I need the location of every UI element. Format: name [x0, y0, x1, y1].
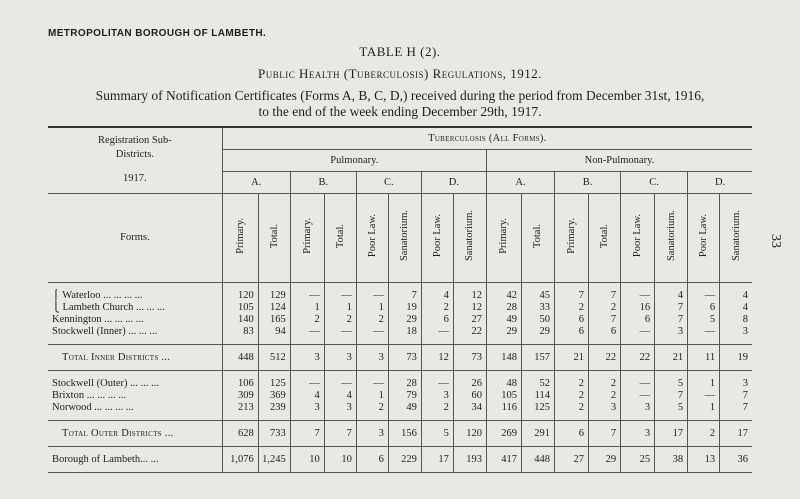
cell-value: 38 [655, 446, 688, 472]
cell-value: 3 [356, 420, 388, 446]
column-header: Primary. [290, 193, 324, 282]
forms-header: Forms. [48, 193, 222, 282]
cell-value: 105 [222, 301, 258, 313]
cell-value: 733 [258, 420, 290, 446]
cell-value: — [621, 389, 655, 401]
cell-value: 5 [655, 401, 688, 413]
spacer-row [48, 370, 752, 377]
cell-value: — [356, 325, 388, 337]
cell-value: 3 [290, 401, 324, 413]
cell-value: 6 [589, 325, 621, 337]
cell-value: — [324, 289, 356, 301]
column-header: Primary. [555, 193, 589, 282]
cell-value: 7 [290, 420, 324, 446]
cell-value: — [688, 289, 720, 301]
district-name: Total Outer Districts ... [62, 427, 174, 439]
cell-value: 291 [521, 420, 554, 446]
cell-value: — [290, 289, 324, 301]
cell-value: 34 [453, 401, 486, 413]
cell-value: 52 [521, 377, 554, 389]
cell-value: 26 [453, 377, 486, 389]
cell-value: 7 [655, 389, 688, 401]
cell-value: 19 [720, 344, 752, 370]
cell-value: 156 [388, 420, 421, 446]
cell-value: 2 [589, 389, 621, 401]
cell-value: 60 [453, 389, 486, 401]
borough-total-row [48, 446, 752, 472]
cell-value: 4 [720, 301, 752, 313]
cell-value: 369 [258, 389, 290, 401]
cell-value: 6 [621, 313, 655, 325]
cell-value: 3 [589, 401, 621, 413]
cell-value: — [621, 377, 655, 389]
district-name: Stockwell (Outer) ... ... ... [52, 377, 160, 389]
cell-value: 6 [688, 301, 720, 313]
cell-value: 2 [421, 401, 453, 413]
cell-value: 2 [589, 377, 621, 389]
spacer-row [48, 337, 752, 344]
cell-value: 5 [688, 313, 720, 325]
cell-value: 213 [222, 401, 258, 413]
cell-value: 1,076 [222, 446, 258, 472]
cell-value: 17 [720, 420, 752, 446]
cell-value: 33 [521, 301, 554, 313]
table-row [48, 377, 752, 389]
cell-value: 25 [621, 446, 655, 472]
non-pulmonary-header: Non-Pulmonary. [486, 149, 752, 171]
column-header: Sanatorium. [453, 193, 486, 282]
cell-value: — [356, 289, 388, 301]
regulations-title: Public Health (Tuberculosis) Regulations, 1912. [257, 66, 543, 81]
cell-value: 36 [720, 446, 752, 472]
cell-value: 2 [555, 389, 589, 401]
cell-value: — [290, 377, 324, 389]
cell-value: 140 [222, 313, 258, 325]
cell-value: 512 [258, 344, 290, 370]
cell-value: 3 [324, 401, 356, 413]
cell-value: 4 [290, 389, 324, 401]
tuberculosis-header: Tuberculosis (All Forms). [222, 127, 752, 149]
cell-value: 229 [388, 446, 421, 472]
column-header: Poor Law. [621, 193, 655, 282]
cell-value: — [621, 289, 655, 301]
letter-header: D. [421, 171, 486, 193]
district-name: ⎩ Lambeth Church ... ... ... [52, 302, 165, 313]
cell-value: 3 [324, 344, 356, 370]
cell-value: 157 [521, 344, 554, 370]
cell-value: 3 [421, 389, 453, 401]
cell-value: 3 [621, 401, 655, 413]
cell-value: 125 [521, 401, 554, 413]
letter-header: A. [222, 171, 290, 193]
cell-value: 28 [388, 377, 421, 389]
cell-value: — [688, 325, 720, 337]
cell-value: — [324, 377, 356, 389]
cell-value: 2 [688, 420, 720, 446]
pulmonary-header: Pulmonary. [222, 149, 486, 171]
cell-value: 12 [453, 289, 486, 301]
cell-value: 2 [356, 401, 388, 413]
district-name: Borough of Lambeth... ... [52, 453, 159, 465]
cell-value: 83 [222, 325, 258, 337]
column-header: Total. [589, 193, 621, 282]
table-row [48, 389, 752, 401]
cell-value: 22 [589, 344, 621, 370]
table-title: TABLE H (2). [359, 44, 441, 59]
cell-value: 6 [421, 313, 453, 325]
cell-value: 124 [258, 301, 290, 313]
cell-value: 7 [720, 401, 752, 413]
cell-value: 7 [589, 289, 621, 301]
cell-value: 1 [324, 301, 356, 313]
cell-value: 29 [521, 325, 554, 337]
table-row [48, 301, 752, 313]
district-name: Norwood ... ... ... ... [52, 401, 134, 413]
cell-value: 239 [258, 401, 290, 413]
cell-value: 48 [486, 377, 521, 389]
cell-value: 6 [555, 313, 589, 325]
cell-value: 12 [453, 301, 486, 313]
cell-value: — [324, 325, 356, 337]
cell-value: 29 [388, 313, 421, 325]
cell-value: 29 [486, 325, 521, 337]
column-header: Poor Law. [421, 193, 453, 282]
cell-value: 21 [555, 344, 589, 370]
district-name: Kennington ... ... ... ... [52, 313, 144, 325]
cell-value: — [290, 325, 324, 337]
cell-value: 10 [324, 446, 356, 472]
table-row [48, 325, 752, 337]
column-header: Primary. [222, 193, 258, 282]
cell-value: — [356, 377, 388, 389]
cell-value: 3 [621, 420, 655, 446]
letter-header: A. [486, 171, 554, 193]
cell-value: 7 [324, 420, 356, 446]
district-name: ⎧ Waterloo ... ... ... ... [52, 290, 143, 301]
cell-value: 29 [589, 446, 621, 472]
cell-value: 448 [222, 344, 258, 370]
page-number: 33 [768, 234, 783, 248]
cell-value: 1 [356, 301, 388, 313]
cell-value: 73 [453, 344, 486, 370]
cell-value: 5 [421, 420, 453, 446]
cell-value: 10 [290, 446, 324, 472]
cell-value: 6 [356, 446, 388, 472]
cell-value: 45 [521, 289, 554, 301]
column-header: Poor Law. [688, 193, 720, 282]
cell-value: 28 [486, 301, 521, 313]
column-header: Total. [521, 193, 554, 282]
cell-value: 3 [356, 344, 388, 370]
table-row [48, 401, 752, 413]
letter-header: D. [688, 171, 752, 193]
cell-value: 114 [521, 389, 554, 401]
cell-value: 105 [486, 389, 521, 401]
cell-value: 27 [453, 313, 486, 325]
outer-total-row [48, 420, 752, 446]
inner-total-row [48, 344, 752, 370]
notification-table [48, 126, 752, 473]
cell-value: 2 [555, 301, 589, 313]
spacer-row [48, 282, 752, 289]
cell-value: 7 [655, 301, 688, 313]
cell-value: 148 [486, 344, 521, 370]
cell-value: 269 [486, 420, 521, 446]
cell-value: 1 [290, 301, 324, 313]
column-header: Sanatorium. [655, 193, 688, 282]
cell-value: 22 [621, 344, 655, 370]
cell-value: 165 [258, 313, 290, 325]
cell-value: 2 [356, 313, 388, 325]
column-header: Total. [324, 193, 356, 282]
cell-value: 2 [589, 301, 621, 313]
cell-value: 1 [688, 401, 720, 413]
cell-value: 2 [324, 313, 356, 325]
cell-value: 19 [388, 301, 421, 313]
cell-value: — [688, 389, 720, 401]
cell-value: 309 [222, 389, 258, 401]
cell-value: 125 [258, 377, 290, 389]
cell-value: 4 [655, 289, 688, 301]
cell-value: 11 [688, 344, 720, 370]
cell-value: 17 [421, 446, 453, 472]
table-row [48, 289, 752, 301]
district-name: Total Inner Districts ... [62, 351, 171, 363]
cell-value: 6 [555, 325, 589, 337]
cell-value: 16 [621, 301, 655, 313]
cell-value: 120 [222, 289, 258, 301]
cell-value: 73 [388, 344, 421, 370]
cell-value: 8 [720, 313, 752, 325]
cell-value: 106 [222, 377, 258, 389]
cell-value: 5 [655, 377, 688, 389]
cell-value: 7 [589, 313, 621, 325]
cell-value: 3 [720, 325, 752, 337]
cell-value: 7 [388, 289, 421, 301]
letter-header: C. [621, 171, 688, 193]
cell-value: 17 [655, 420, 688, 446]
cell-value: — [421, 325, 453, 337]
cell-value: 7 [720, 389, 752, 401]
cell-value: 2 [555, 377, 589, 389]
spacer-row [48, 413, 752, 420]
cell-value: 193 [453, 446, 486, 472]
cell-value: — [621, 325, 655, 337]
cell-value: 4 [421, 289, 453, 301]
cell-value: 1,245 [258, 446, 290, 472]
table-row [48, 313, 752, 325]
letter-header: B. [290, 171, 356, 193]
cell-value: 1 [688, 377, 720, 389]
cell-value: 42 [486, 289, 521, 301]
column-header: Sanatorium. [388, 193, 421, 282]
cell-value: 3 [720, 377, 752, 389]
cell-value: 3 [290, 344, 324, 370]
column-header: Poor Law. [356, 193, 388, 282]
cell-value: 120 [453, 420, 486, 446]
cell-value: 3 [655, 325, 688, 337]
cell-value: 129 [258, 289, 290, 301]
cell-value: 49 [486, 313, 521, 325]
cell-value: 79 [388, 389, 421, 401]
cell-value: 2 [290, 313, 324, 325]
cell-value: 94 [258, 325, 290, 337]
cell-value: 50 [521, 313, 554, 325]
cell-value: 2 [555, 401, 589, 413]
district-name: Brixton ... ... ... ... [52, 389, 127, 401]
cell-value: 7 [655, 313, 688, 325]
cell-value: 7 [555, 289, 589, 301]
cell-value: 417 [486, 446, 521, 472]
letter-header: C. [356, 171, 421, 193]
cell-value: 4 [324, 389, 356, 401]
cell-value: 2 [421, 301, 453, 313]
cell-value: 27 [555, 446, 589, 472]
cell-value: — [421, 377, 453, 389]
summary-line-1: Summary of Notification Certificates (Forms A, B, C, D,) received during the period from December 31st, 1916, [95, 88, 705, 103]
cell-value: 628 [222, 420, 258, 446]
cell-value: 6 [555, 420, 589, 446]
cell-value: 22 [453, 325, 486, 337]
cell-value: 116 [486, 401, 521, 413]
borough-header: METROPOLITAN BOROUGH OF LAMBETH. [48, 28, 267, 39]
cell-value: 7 [589, 420, 621, 446]
letter-header: B. [555, 171, 621, 193]
cell-value: 448 [521, 446, 554, 472]
column-header: Primary. [486, 193, 521, 282]
cell-value: 13 [688, 446, 720, 472]
cell-value: 18 [388, 325, 421, 337]
cell-value: 12 [421, 344, 453, 370]
cell-value: 4 [720, 289, 752, 301]
cell-value: 1 [356, 389, 388, 401]
summary-text [0, 88, 800, 120]
cell-value: 49 [388, 401, 421, 413]
registration-header: Registration Sub-Districts. 1917. [48, 127, 222, 193]
column-header: Sanatorium. [720, 193, 752, 282]
district-name: Stockwell (Inner) ... ... ... [52, 325, 158, 337]
cell-value: 21 [655, 344, 688, 370]
column-header: Total. [258, 193, 290, 282]
summary-line-2: to the end of the week ending December 29th, 1917. [258, 104, 542, 119]
